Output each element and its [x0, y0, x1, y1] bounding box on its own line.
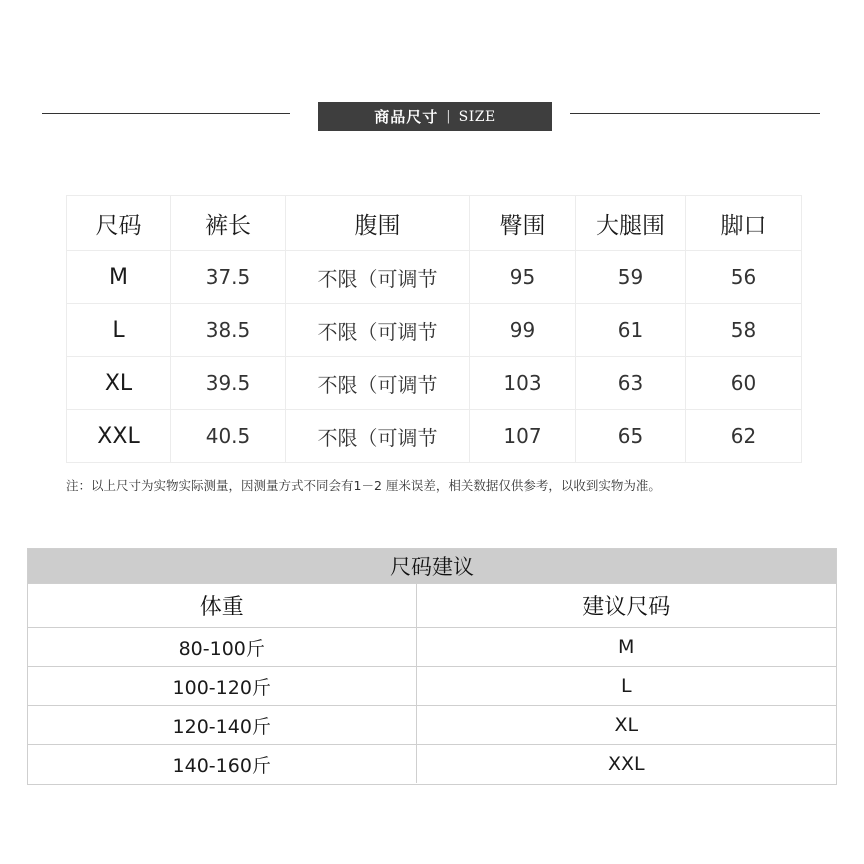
size-cell: XL: [67, 357, 171, 410]
hip-cell: 107: [470, 410, 576, 463]
length-cell: 38.5: [171, 304, 286, 357]
size-table-header-row: [67, 196, 802, 251]
column-header-thigh: 大腿围: [576, 196, 686, 251]
weight-cell: 80-100斤: [28, 628, 416, 667]
column-header-waist: 腹围: [286, 196, 470, 251]
table-row: [28, 628, 836, 667]
size-cell: L: [67, 304, 171, 357]
table-row: [28, 706, 836, 745]
hip-cell: 95: [470, 251, 576, 304]
hem-cell: 60: [686, 357, 802, 410]
hip-cell: 99: [470, 304, 576, 357]
column-header-hip: 臀围: [470, 196, 576, 251]
header-separator: |: [446, 109, 451, 124]
column-header-hem: 脚口: [686, 196, 802, 251]
table-row: [67, 304, 802, 357]
length-cell: 37.5: [171, 251, 286, 304]
table-row: [28, 667, 836, 706]
header-divider-left: [42, 113, 290, 114]
recommendation-grid: [28, 583, 836, 783]
suggested-size-cell: XL: [416, 706, 836, 745]
column-header-size: 尺码: [67, 196, 171, 251]
waist-cell: 不限（可调节: [286, 357, 470, 410]
table-row: [67, 410, 802, 463]
thigh-cell: 65: [576, 410, 686, 463]
table-row: [67, 357, 802, 410]
hip-cell: 103: [470, 357, 576, 410]
header-title-cn: 商品尺寸: [374, 108, 439, 126]
recommendation-title: 尺码建议: [28, 549, 836, 583]
size-recommendation-table: [27, 548, 837, 785]
section-header: [318, 102, 552, 131]
length-cell: 39.5: [171, 357, 286, 410]
column-header-weight: 体重: [28, 584, 416, 628]
size-cell: M: [67, 251, 171, 304]
weight-cell: 120-140斤: [28, 706, 416, 745]
suggested-size-cell: L: [416, 667, 836, 706]
weight-cell: 140-160斤: [28, 745, 416, 784]
hem-cell: 56: [686, 251, 802, 304]
waist-cell: 不限（可调节: [286, 304, 470, 357]
waist-cell: 不限（可调节: [286, 410, 470, 463]
thigh-cell: 59: [576, 251, 686, 304]
measurement-footnote: 注：以上尺寸为实物实际测量，因测量方式不同会有1－2 厘米误差，相关数据仅供参考，以收到实物为准。: [66, 478, 661, 493]
thigh-cell: 63: [576, 357, 686, 410]
size-table: [66, 195, 802, 463]
waist-cell: 不限（可调节: [286, 251, 470, 304]
table-row: [67, 251, 802, 304]
column-header-length: 裤长: [171, 196, 286, 251]
header-divider-right: [570, 113, 820, 114]
hem-cell: 58: [686, 304, 802, 357]
suggested-size-cell: M: [416, 628, 836, 667]
hem-cell: 62: [686, 410, 802, 463]
thigh-cell: 61: [576, 304, 686, 357]
header-title-en: SIZE: [458, 108, 496, 125]
size-cell: XXL: [67, 410, 171, 463]
column-header-suggested-size: 建议尺码: [416, 584, 836, 628]
recommendation-header-row: [28, 584, 836, 628]
weight-cell: 100-120斤: [28, 667, 416, 706]
length-cell: 40.5: [171, 410, 286, 463]
suggested-size-cell: XXL: [416, 745, 836, 784]
table-row: [28, 745, 836, 784]
